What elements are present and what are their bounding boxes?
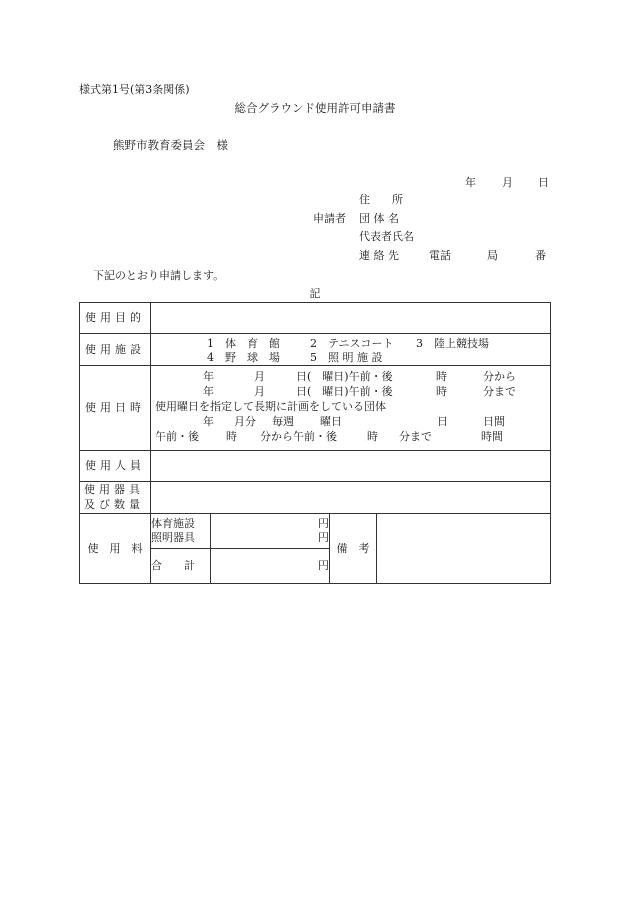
facility-row [80,334,551,366]
dt-from: 分から [483,370,516,383]
dt-hour: 時 [367,430,378,443]
ki-label: 記 [309,287,321,300]
fee-sub-amounts[interactable] [211,514,330,549]
contact-label: 連 絡 先 [359,249,399,262]
dt-hour: 時 [436,385,447,398]
purpose-input[interactable] [151,303,551,334]
fee-lighting-yen: 円 [318,531,329,544]
dt-month: 月 [254,370,265,383]
dt-to: 分まで [399,430,432,443]
dt-hour: 時 [436,370,447,383]
datetime-row [80,366,551,451]
people-input[interactable] [151,451,551,482]
fee-gym-label: 体育施設 [151,516,195,530]
dt-month-part: 月分 [234,415,256,428]
fee-sub-labels [151,514,211,549]
document-title: 総合グラウンド使用許可申請書 [234,101,396,115]
dt-to: 分まで [483,385,516,398]
dt-from-ampm: 分から午前・後 [260,430,337,443]
dt-year: 年 [203,370,214,383]
dt-hour: 時 [226,430,237,443]
exchange-label: 局 [487,249,498,262]
fee-gym-yen: 円 [318,516,329,530]
intro-text: 下記のとおり申請します。 [93,269,225,282]
purpose-label: 使用目的 [80,303,151,334]
group-name-label: 団 体 名 [359,212,399,225]
dt-days: 日間 [483,415,505,428]
equipment-input[interactable] [151,482,551,514]
fee-label: 使 用 料 [80,514,151,584]
long-term-note: 使用曜日を指定して長期に計画をしている団体 [155,400,386,413]
facility-label: 使用施設 [80,334,151,366]
fee-total-label: 合 計 [151,549,211,584]
equipment-label-line2: 及び数量 [84,497,144,511]
equipment-label-line1: 使用器具 [84,482,144,496]
facility-option[interactable]: 4 野 球 場 [207,351,280,364]
applicant-label: 申請者 [313,212,346,225]
dt-month: 月 [254,385,265,398]
facility-option[interactable]: 5 照 明 施 設 [310,351,383,364]
dt-ampm: 午前・後 [155,430,199,443]
equipment-label [80,482,151,514]
dt-year: 年 [203,385,214,398]
remarks-input[interactable] [377,514,551,584]
datetime-fields[interactable] [151,366,551,451]
fee-lighting-label: 照明器具 [151,531,195,544]
facility-options [151,334,551,366]
equipment-row [80,482,551,514]
addressee: 熊野市教育委員会 様 [113,138,228,152]
purpose-row [80,303,551,334]
dt-day: 日 [437,415,448,428]
fee-row-1 [80,514,551,549]
number-label: 番 [535,249,546,262]
address-label: 住 所 [359,193,403,206]
remarks-label: 備 考 [330,514,377,584]
dt-dow: 曜日 [320,415,342,428]
dt-hours: 時間 [481,430,503,443]
dt-day-dow: 日( 曜日)午前・後 [296,385,393,398]
date-month-label: 月 [502,176,513,189]
application-table [79,302,551,584]
datetime-label: 使用日時 [80,366,151,451]
representative-label: 代表者氏名 [359,230,414,243]
fee-total-amount[interactable]: 円 [211,549,330,584]
date-day-label: 日 [538,176,549,189]
dt-year: 年 [203,415,214,428]
form-number: 様式第1号(第3条関係) [79,83,190,96]
dt-day-dow: 日( 曜日)午前・後 [296,370,393,383]
date-year-label: 年 [465,176,476,189]
facility-option[interactable]: 2 テニスコート [310,337,394,350]
facility-option[interactable]: 3 陸上競技場 [416,337,489,350]
facility-option[interactable]: 1 体 育 館 [207,337,280,350]
people-row [80,451,551,482]
dt-weekly: 毎週 [272,415,294,428]
phone-label: 電話 [429,249,451,262]
people-label: 使用人員 [80,451,151,482]
